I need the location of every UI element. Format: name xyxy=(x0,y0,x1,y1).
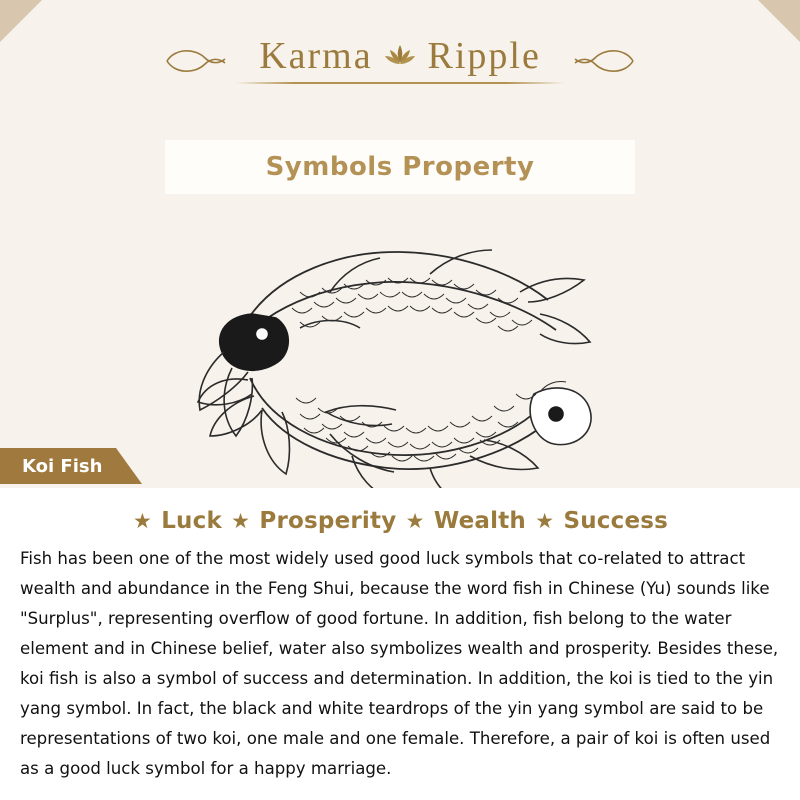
flourish-right-icon xyxy=(565,44,635,78)
category-label-tag xyxy=(0,448,142,484)
star-icon-4: ★ xyxy=(535,509,555,533)
star-icon-1: ★ xyxy=(132,509,152,533)
star-icon-3: ★ xyxy=(405,509,425,533)
keyword-luck: Luck xyxy=(161,508,222,534)
keyword-wealth: Wealth xyxy=(433,508,526,534)
keyword-prosperity: Prosperity xyxy=(259,508,397,534)
star-icon-2: ★ xyxy=(231,509,251,533)
category-label-tail xyxy=(116,448,142,484)
description-paragraph: Fish has been one of the most widely used good luck symbols that co-related to attract wealth and abundance in the Feng Shui, because the word fish in Chinese (Yu) sounds like "Surplus", representing overflow of good fortune. In addition, fish belong to the water element and in Chinese belief, water also symbolizes wealth and prosperity. Besides these, koi fish is also a symbol of success and determination. In addition, the koi is tied to the yin yang symbol. In fact, the black and white teardrops of the yin yang symbol are said to be representations of two koi, one male and one female. Therefore, a pair of koi is often used as a good luck symbol for a happy marriage. xyxy=(20,549,779,778)
content-section xyxy=(0,488,800,800)
category-label-text: Koi Fish xyxy=(22,455,103,477)
brand-logo-inner xyxy=(165,34,635,84)
lotus-icon xyxy=(383,42,417,72)
brand-underline xyxy=(235,82,565,84)
page-title-bar xyxy=(165,140,635,194)
flourish-left-icon xyxy=(165,44,235,78)
brand-name-left: Karma xyxy=(259,35,373,77)
brand-logo xyxy=(0,34,800,84)
keywords-line xyxy=(0,488,800,534)
keyword-success: Success xyxy=(563,508,669,534)
category-label-body xyxy=(0,448,116,484)
brand-name-right: Ripple xyxy=(427,35,541,77)
page-title: Symbols Property xyxy=(265,152,535,182)
